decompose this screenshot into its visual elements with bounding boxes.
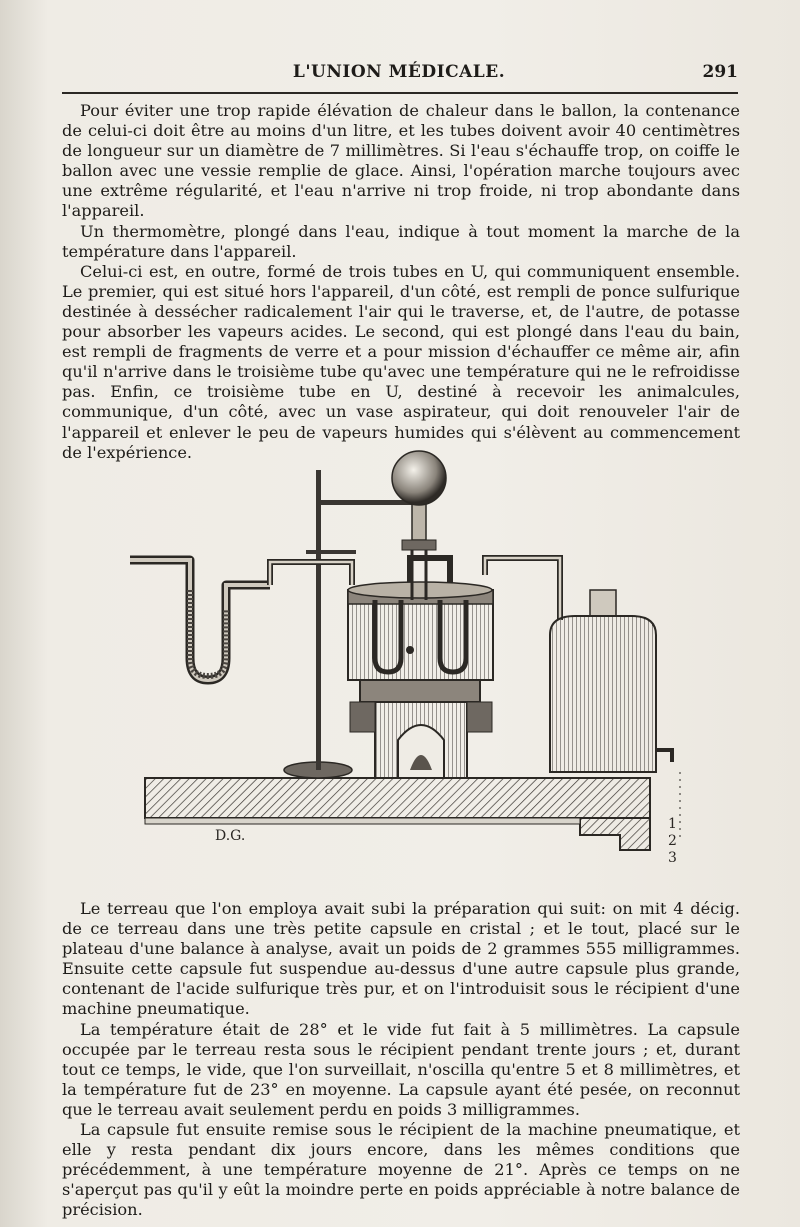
paragraph: Le terreau que l'on employa avait subi la préparation qui suit: on mit 4 décig. de ce terreau dans une très petite capsule en cristal ; et le tout, placé sur le plateau d'une balance à analyse, avait un poids de 2 grammes 555 milligrammes. Ensuite cette capsule fut suspendue au-dessus d'une autre capsule plus grande, contenant de l'acide sulfurique très pur, et on l'introduisit sous le récipient d'une machine pneumatique.	[62, 899, 740, 1019]
top-text-block	[62, 101, 740, 463]
running-title: L'UNION MÉDICALE.	[292, 62, 506, 82]
scale-mark: 3	[668, 850, 677, 866]
furnace	[350, 680, 492, 778]
apparatus-illustration	[120, 440, 690, 890]
page-number: 291	[702, 62, 738, 82]
page-header	[60, 60, 738, 88]
paragraph: Pour éviter une trop rapide élévation de chaleur dans le ballon, la contenance de celui-ci doit être au moins d'un litre, et les tubes doivent avoir 40 centimètres de longueur sur un diamètre de 7 millimètres. Si l'eau s'échauffe trop, on coiffe le ballon avec une vessie remplie de glace. Ainsi, l'opération marche toujours avec une extrême régularité, et l'eau n'arrive ni trop froide, ni trop abondante dans l'appareil.	[62, 101, 740, 221]
paragraph: La température était de 28° et le vide fut fait à 5 millimètres. La capsule occupée par le terreau resta sous le récipient pendant trente jours ; et, durant tout ce temps, le vide, que l'on surveillait, n'oscilla qu'entre 5 et 8 millimètres, et la température fut de 23° en moyenne. La capsule ayant été pesée, on reconnut que le terreau avait seulement perdu en poids 3 milligrammes.	[62, 1019, 740, 1119]
water-bath	[348, 582, 493, 680]
glass-flask	[392, 451, 446, 600]
engraver-mark: D.G.	[215, 828, 246, 844]
scale-mark: 1	[668, 816, 677, 832]
bottom-text-block	[62, 899, 740, 1221]
paragraph: Celui-ci est, en outre, formé de trois tubes en U, qui communiquent ensemble. Le premier, qui est situé hors l'appareil, d'un côté, est rempli de ponce sulfurique destinée à dessécher radicalement l'air qui le traverse, et, de l'autre, de potasse pour absorber les vapeurs acides. Le second, qui est plongé dans l'eau du bain, est rempli de fragments de verre et a pour mission d'échauffer ce même air, afin qu'il n'arrive dans le troisième tube qu'avec une température qui ne le refroidisse pas. Enfin, ce troisième tube en U, destiné à recevoir les animalcules, communique, d'un côté, avec un vase aspirateur, qui doit renouveler l'air de l'appareil et enlever le peu de vapeurs humides qui s'élèvent au commencement de l'expérience.	[62, 261, 740, 462]
u-tube-outside	[130, 560, 270, 680]
scale-mark: 2	[668, 833, 677, 849]
apparatus-engraving	[120, 440, 690, 890]
paragraph: La capsule fut ensuite remise sous le récipient de la machine pneumatique, et elle y resta pendant dix jours encore, dans les mêmes conditions que précédemment, à une température moyenne de 21°. Après ce temps on ne s'aperçut pas qu'il y eût la moindre perte en poids appréciable à notre balance de précision.	[62, 1120, 740, 1220]
header-rule	[62, 92, 738, 94]
paragraph: Un thermomètre, plongé dans l'eau, indique à tout moment la marche de la température dans l'appareil.	[62, 221, 740, 261]
